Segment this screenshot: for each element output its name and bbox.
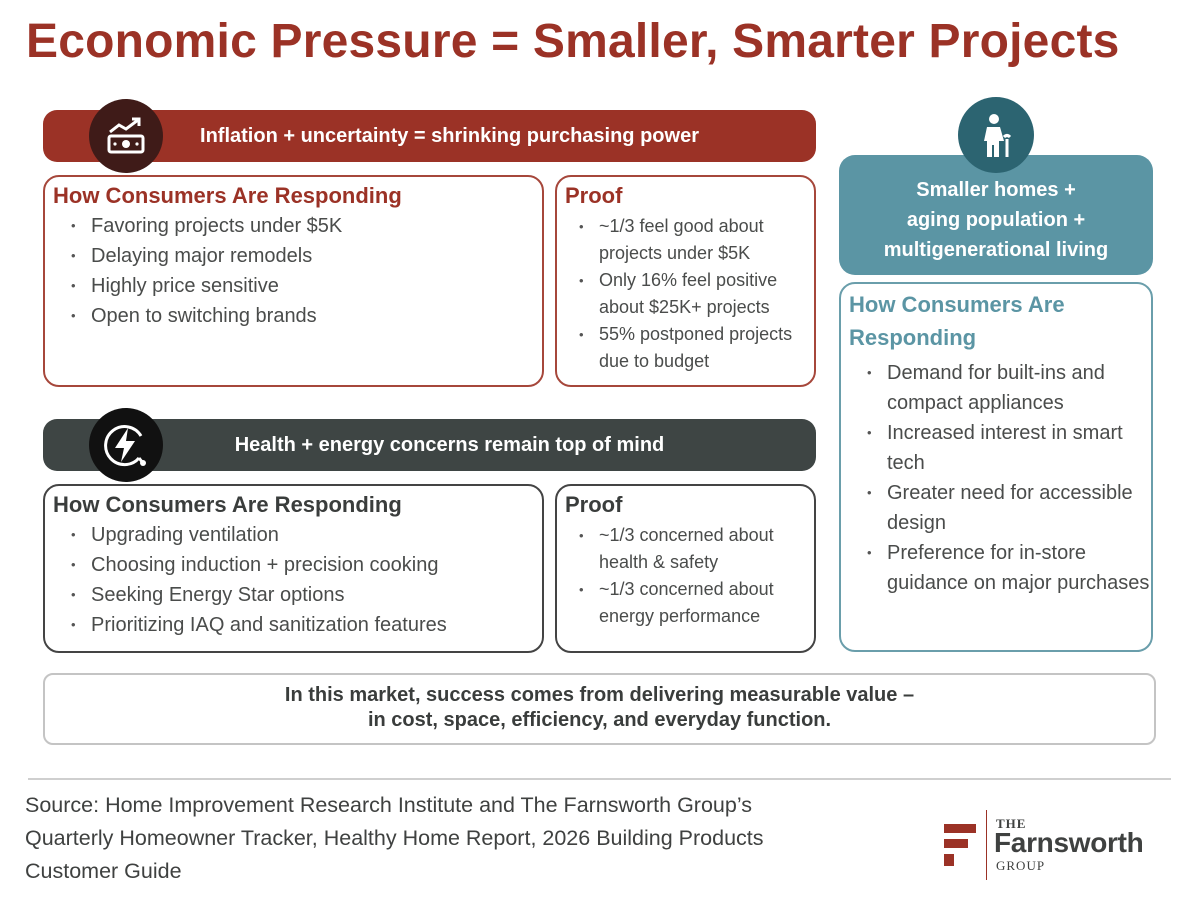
page-title: Economic Pressure = Smaller, Smarter Projects: [26, 15, 1120, 68]
source-line: Source: Home Improvement Research Institute and The Farnsworth Group’s: [25, 793, 752, 817]
demographics-responding-box: [839, 282, 1153, 652]
list-item: • Open to switching brands: [91, 301, 542, 331]
inflation-responding-heading: How Consumers Are Responding: [53, 183, 402, 208]
list-item: • ~1/3 concerned about energy performance: [599, 576, 814, 630]
source-line: Quarterly Homeowner Tracker, Healthy Home Report, 2026 Building Products: [25, 826, 764, 850]
health-responding-list: [91, 520, 542, 640]
farnsworth-mark-icon: [942, 822, 978, 868]
demographics-responding-heading: [849, 288, 1151, 354]
health-responding-box: [43, 484, 544, 653]
demographics-banner: [839, 155, 1153, 275]
source-line: Customer Guide: [25, 859, 182, 883]
health-proof-list: [599, 522, 814, 630]
inflation-responding-box: [43, 175, 544, 387]
heading-line: How Consumers Are: [849, 292, 1065, 317]
inflation-proof-list: [599, 213, 814, 375]
inflation-proof-box: [555, 175, 816, 387]
footer-divider: [28, 778, 1171, 780]
elderly-person-icon: [958, 97, 1034, 173]
farnsworth-logo: [942, 808, 1182, 888]
list-item: • ~1/3 feel good about projects under $5K: [599, 213, 814, 267]
health-responding-heading: How Consumers Are Responding: [53, 492, 402, 517]
health-proof-box: [555, 484, 816, 653]
conclusion-line: in cost, space, efficiency, and everyday function.: [367, 709, 832, 731]
list-item: • Delaying major remodels: [91, 241, 542, 271]
heading-line: Responding: [849, 325, 977, 350]
money-growth-icon: [89, 99, 163, 173]
demographics-banner-line: Smaller homes +: [916, 179, 1076, 201]
demographics-banner-line: aging population +: [906, 209, 1086, 231]
list-item: • Choosing induction + precision cooking: [91, 550, 542, 580]
logo-divider: [986, 810, 987, 880]
list-item: • Seeking Energy Star options: [91, 580, 542, 610]
list-item: • Demand for built-ins and compact appliances: [887, 358, 1151, 418]
list-item: • Prioritizing IAQ and sanitization features: [91, 610, 542, 640]
health-energy-banner-text: Health + energy concerns remain top of mind: [234, 433, 665, 456]
list-item: • ~1/3 concerned about health & safety: [599, 522, 814, 576]
demographics-banner-line: multigenerational living: [883, 239, 1109, 261]
list-item: • 55% postponed projects due to budget: [599, 321, 814, 375]
list-item: • Upgrading ventilation: [91, 520, 542, 550]
inflation-proof-heading: Proof: [565, 183, 623, 208]
list-item: • Increased interest in smart tech: [887, 418, 1151, 478]
logo-group: GROUP: [996, 858, 1046, 873]
demographics-responding-list: [887, 358, 1151, 598]
list-item: • Only 16% feel positive about $25K+ projects: [599, 267, 814, 321]
conclusion-line: In this market, success comes from delivering measurable value –: [284, 684, 915, 706]
logo-name: Farnsworth: [994, 827, 1144, 858]
inflation-responding-list: [91, 211, 542, 331]
list-item: • Favoring projects under $5K: [91, 211, 542, 241]
energy-bolt-icon: [89, 408, 163, 482]
logo-the: THE: [996, 816, 1027, 831]
list-item: • Greater need for accessible design: [887, 478, 1151, 538]
inflation-banner-text: Inflation + uncertainty = shrinking purchasing power: [200, 124, 699, 147]
health-proof-heading: Proof: [565, 492, 623, 517]
list-item: • Highly price sensitive: [91, 271, 542, 301]
list-item: • Preference for in-store guidance on major purchases: [887, 538, 1151, 598]
conclusion-box: [43, 673, 1156, 745]
source-note: [25, 789, 885, 888]
